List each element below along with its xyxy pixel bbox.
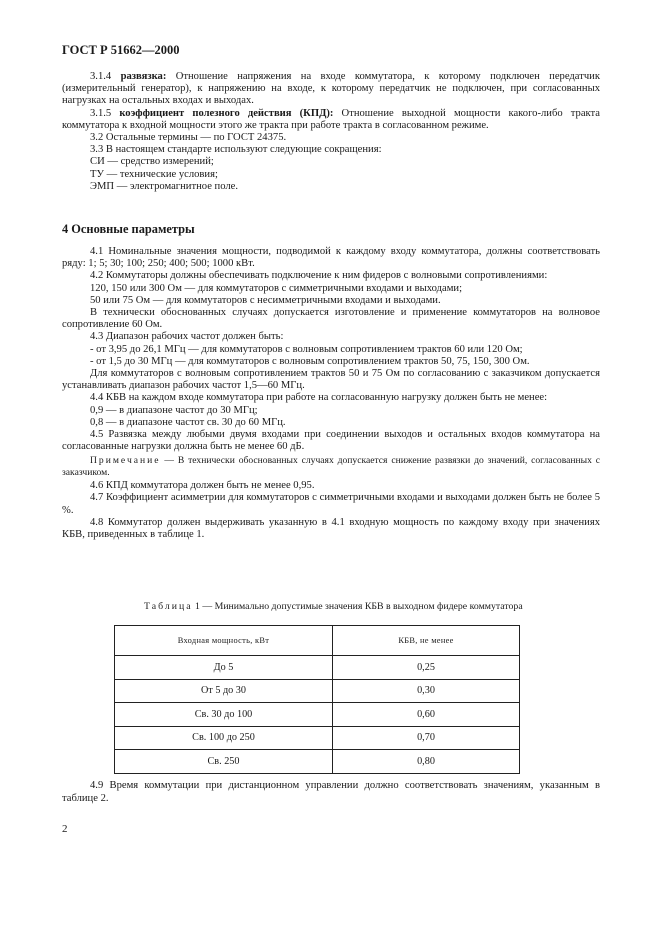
table-cell: Св. 30 до 100 <box>115 703 333 727</box>
table-cell: Св. 100 до 250 <box>115 726 333 750</box>
table-caption-label: Таблица <box>144 601 193 612</box>
paragraph-4-4: 4.4 КБВ на каждом входе коммутатора при работе на согласованную нагрузку должен быть не менее: <box>90 392 548 404</box>
note <box>62 455 600 478</box>
table-cell: До 5 <box>115 656 333 680</box>
table-row <box>115 703 520 727</box>
paragraph-4-5: 4.5 Развязка между любыми двумя входами при соединении выходов и остальных входов коммутатора на согласованные нагрузки должна быть не менее 60 дБ. <box>62 429 600 453</box>
table-cell: 0,80 <box>333 750 520 774</box>
table-cell: 0,70 <box>333 726 520 750</box>
page-number: 2 <box>62 823 68 835</box>
abbreviation-item: ТУ — технические условия; <box>90 168 218 180</box>
table-caption: Таблица 1 — Минимально допустимые значения КБВ в выходном фидере коммутатора <box>144 601 523 612</box>
paragraph-3-1-5: 3.1.5 коэффициент полезного действия (КПД): Отношение выходной мощности какого-либо тракта коммутатора к входной мощности этого же тракта при работе тракта в согласованном режиме. <box>62 107 600 131</box>
paragraph-4-2: 4.2 Коммутаторы должны обеспечивать подключение к ним фидеров с волновыми сопротивлениями: <box>90 270 548 282</box>
section-title: 4 Основные параметры <box>62 222 195 236</box>
note-label: Примечание <box>90 455 161 467</box>
table-cell: 0,30 <box>333 679 520 703</box>
paragraph-4-2-note: В технически обоснованных случаях допускается изготовление и применение коммутаторов на волновое сопротивление 60 Ом. <box>62 307 600 331</box>
paragraph-4-7: 4.7 Коэффициент асимметрии для коммутаторов с симметричными входами и выходами должен быть не более 5 %. <box>62 492 600 516</box>
list-item: 50 или 75 Ом — для коммутаторов с несимметричными входами и выходами. <box>90 294 441 306</box>
paragraph-4-3: 4.3 Диапазон рабочих частот должен быть: <box>90 331 284 343</box>
table-cell: 0,25 <box>333 656 520 680</box>
paragraph-3-3: 3.3 В настоящем стандарте используют следующие сокращения: <box>90 144 382 156</box>
table-row <box>115 750 520 774</box>
list-item: - от 3,95 до 26,1 МГц — для коммутаторов с волновым сопротивлением трактов 60 или 120 Ом; <box>90 343 523 355</box>
paragraph-4-9: 4.9 Время коммутации при дистанционном управлении должно соответствовать значениям, указанным в таблице 2. <box>62 780 600 804</box>
paragraph-4-6: 4.6 КПД коммутатора должен быть не менее 0,95. <box>90 480 315 492</box>
column-header: Входная мощность, кВт <box>115 626 333 656</box>
table-row <box>115 726 520 750</box>
table-row <box>115 679 520 703</box>
note-text: — В технически обоснованных случаях допускается снижение развязки до значений, согласованных с заказчиком. <box>62 455 600 478</box>
paragraph-4-1: 4.1 Номинальные значения мощности, подводимой к каждому входу коммутатора, должны соответствовать ряду: 1; 5; 30; 100; 250; 400; 500; 1000 кВт. <box>62 246 600 270</box>
paragraph-3-2: 3.2 Остальные термины — по ГОСТ 24375. <box>90 132 287 144</box>
table-cell: Св. 250 <box>115 750 333 774</box>
paragraph-3-1-4: 3.1.4 развязка: Отношение напряжения на входе коммутатора, к которому подключен передатчик (измерительный генератор), к напряжению на входе, к которому передатчик не подключен, при согласованных нагрузках на остальных входах и выходах. <box>62 71 600 107</box>
list-item: 0,8 — в диапазоне частот св. 30 до 60 МГц. <box>90 416 286 428</box>
list-item: - от 1,5 до 30 МГц — для коммутаторов с волновым сопротивлением трактов 50, 75, 150, 300 Ом. <box>90 355 530 367</box>
table-cell: 0,60 <box>333 703 520 727</box>
section-4-block <box>62 246 600 541</box>
table-1 <box>114 625 520 774</box>
abbreviation-item: СИ — средство измерений; <box>90 156 214 168</box>
terms-block <box>62 71 600 193</box>
list-item: 120, 150 или 300 Ом — для коммутаторов с симметричными входами и выходами; <box>90 282 463 294</box>
column-header: КБВ, не менее <box>333 626 520 656</box>
term-razvyazka: развязка: <box>120 71 167 82</box>
abbreviation-item: ЭМП — электромагнитное поле. <box>90 180 239 192</box>
paragraph-4-3-extra: Для коммутаторов с волновым сопротивлением трактов 50 и 75 Ом по согласованию с заказчиком допускается устанавливать диапазон рабочих частот 1,5—60 МГц. <box>62 368 600 392</box>
table-row <box>115 656 520 680</box>
table-cell: От 5 до 30 <box>115 679 333 703</box>
term-kpd: коэффициент полезного действия (КПД): <box>119 107 334 119</box>
list-item: 0,9 — в диапазоне частот до 30 МГц; <box>90 404 258 416</box>
table-header-row <box>115 626 520 656</box>
document-header: ГОСТ Р 51662—2000 <box>62 43 180 57</box>
paragraph-4-8: 4.8 Коммутатор должен выдерживать указанную в 4.1 входную мощность по каждому входу при значениях КБВ, приведенных в таблице 1. <box>62 516 600 541</box>
